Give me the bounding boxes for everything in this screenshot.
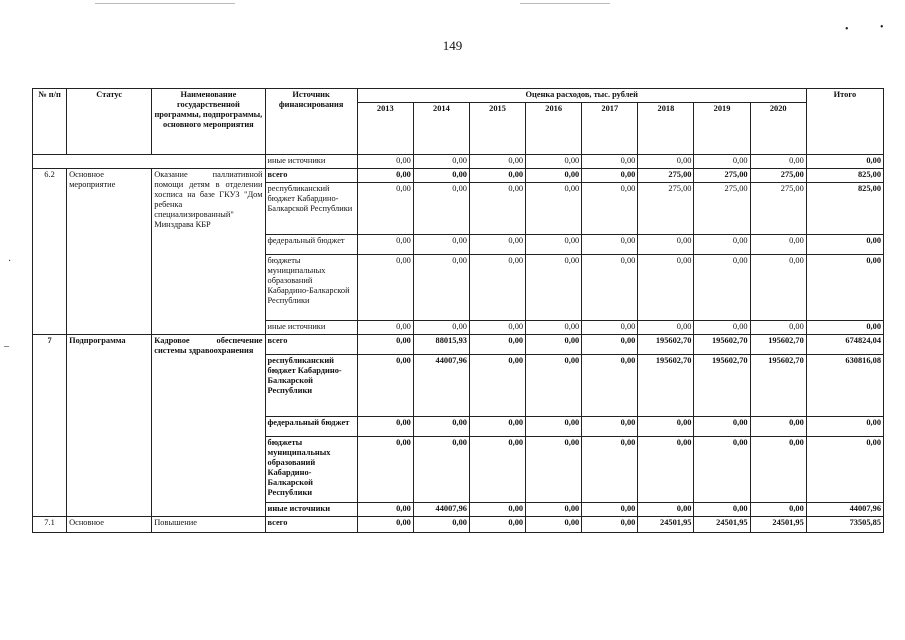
total-cell: 0,00 bbox=[806, 255, 883, 321]
value-cell: 195602,70 bbox=[694, 335, 750, 355]
header-year: 2019 bbox=[694, 103, 750, 155]
total-cell: 0,00 bbox=[806, 417, 883, 437]
row-index: 6.2 bbox=[33, 169, 67, 335]
value-cell: 0,00 bbox=[469, 355, 525, 417]
value-cell: 0,00 bbox=[638, 503, 694, 517]
value-cell: 0,00 bbox=[413, 235, 469, 255]
value-cell: 195602,70 bbox=[750, 335, 806, 355]
value-cell: 0,00 bbox=[413, 321, 469, 335]
header-source: Источник финансирования bbox=[265, 89, 357, 155]
scan-speck: – bbox=[4, 341, 9, 352]
total-cell: 674824,04 bbox=[806, 335, 883, 355]
value-cell: 0,00 bbox=[582, 355, 638, 417]
value-cell: 0,00 bbox=[357, 235, 413, 255]
value-cell: 275,00 bbox=[694, 169, 750, 183]
value-cell: 0,00 bbox=[469, 335, 525, 355]
value-cell: 0,00 bbox=[413, 169, 469, 183]
value-cell: 0,00 bbox=[357, 517, 413, 533]
row-index: 7 bbox=[33, 335, 67, 517]
value-cell: 195602,70 bbox=[638, 355, 694, 417]
header-name: Наименование государственной программы, подпрограммы, основного мероприятия bbox=[152, 89, 265, 155]
value-cell: 0,00 bbox=[750, 417, 806, 437]
value-cell: 0,00 bbox=[526, 517, 582, 533]
value-cell: 0,00 bbox=[469, 321, 525, 335]
source-cell: всего bbox=[265, 169, 357, 183]
table-row bbox=[33, 169, 884, 183]
source-cell: иные источники bbox=[265, 155, 357, 169]
header-year: 2013 bbox=[357, 103, 413, 155]
value-cell: 44007,96 bbox=[413, 355, 469, 417]
value-cell: 0,00 bbox=[582, 321, 638, 335]
total-cell: 73505,85 bbox=[806, 517, 883, 533]
source-cell: всего bbox=[265, 517, 357, 533]
value-cell: 0,00 bbox=[750, 235, 806, 255]
value-cell: 275,00 bbox=[750, 169, 806, 183]
scan-speck: · bbox=[8, 256, 12, 267]
value-cell: 0,00 bbox=[526, 503, 582, 517]
value-cell: 0,00 bbox=[694, 255, 750, 321]
value-cell: 0,00 bbox=[638, 321, 694, 335]
row-index: 7.1 bbox=[33, 517, 67, 533]
value-cell: 0,00 bbox=[582, 437, 638, 503]
value-cell: 0,00 bbox=[357, 255, 413, 321]
value-cell: 0,00 bbox=[582, 235, 638, 255]
header-year: 2018 bbox=[638, 103, 694, 155]
source-cell: иные источники bbox=[265, 321, 357, 335]
total-cell: 0,00 bbox=[806, 155, 883, 169]
table-body bbox=[33, 155, 884, 533]
value-cell: 0,00 bbox=[694, 503, 750, 517]
value-cell: 0,00 bbox=[469, 169, 525, 183]
source-cell: республиканский бюджет Кабардино-Балкарской Республики bbox=[265, 355, 357, 417]
total-cell: 44007,96 bbox=[806, 503, 883, 517]
value-cell: 0,00 bbox=[582, 417, 638, 437]
value-cell: 0,00 bbox=[694, 155, 750, 169]
total-cell: 0,00 bbox=[806, 235, 883, 255]
value-cell: 0,00 bbox=[357, 321, 413, 335]
row-name: Кадровое обеспечение системы здравоохранения bbox=[152, 335, 265, 517]
value-cell: 0,00 bbox=[694, 417, 750, 437]
value-cell: 0,00 bbox=[469, 503, 525, 517]
total-cell: 0,00 bbox=[806, 437, 883, 503]
value-cell: 0,00 bbox=[469, 437, 525, 503]
row-status: Подпрограмма bbox=[67, 335, 152, 517]
value-cell: 0,00 bbox=[413, 437, 469, 503]
value-cell: 88015,93 bbox=[413, 335, 469, 355]
header-year: 2015 bbox=[469, 103, 525, 155]
row-status: Основное мероприятие bbox=[67, 169, 152, 335]
total-cell: 825,00 bbox=[806, 169, 883, 183]
header-estimate: Оценка расходов, тыс. рублей bbox=[357, 89, 806, 103]
source-cell: иные источники bbox=[265, 503, 357, 517]
value-cell: 0,00 bbox=[638, 155, 694, 169]
value-cell: 0,00 bbox=[582, 169, 638, 183]
value-cell: 0,00 bbox=[469, 183, 525, 235]
value-cell: 0,00 bbox=[582, 503, 638, 517]
value-cell: 44007,96 bbox=[413, 503, 469, 517]
row-name: Оказание паллиативной помощи детям в отделении хосписа на базе ГКУЗ "Дом ребенка специализированный" Минздрава КБР bbox=[152, 169, 265, 335]
value-cell: 0,00 bbox=[413, 255, 469, 321]
value-cell: 0,00 bbox=[526, 335, 582, 355]
value-cell: 0,00 bbox=[413, 517, 469, 533]
value-cell: 195602,70 bbox=[750, 355, 806, 417]
value-cell: 0,00 bbox=[694, 235, 750, 255]
value-cell: 0,00 bbox=[750, 155, 806, 169]
row-status: Основное bbox=[67, 517, 152, 533]
value-cell: 0,00 bbox=[526, 255, 582, 321]
value-cell: 0,00 bbox=[469, 517, 525, 533]
header-index: № п/п bbox=[33, 89, 67, 155]
value-cell: 0,00 bbox=[582, 255, 638, 321]
value-cell: 275,00 bbox=[750, 183, 806, 235]
row-name: Повышение bbox=[152, 517, 265, 533]
table-row bbox=[33, 155, 884, 169]
value-cell: 0,00 bbox=[750, 437, 806, 503]
source-cell: республиканский бюджет Кабардино-Балкарской Республики bbox=[265, 183, 357, 235]
source-cell: федеральный бюджет bbox=[265, 417, 357, 437]
value-cell: 0,00 bbox=[357, 335, 413, 355]
value-cell: 0,00 bbox=[526, 183, 582, 235]
value-cell: 0,00 bbox=[357, 417, 413, 437]
value-cell: 0,00 bbox=[413, 417, 469, 437]
total-cell: 630816,08 bbox=[806, 355, 883, 417]
value-cell: 0,00 bbox=[413, 155, 469, 169]
value-cell: 24501,95 bbox=[638, 517, 694, 533]
budget-table bbox=[32, 88, 884, 533]
value-cell: 0,00 bbox=[413, 183, 469, 235]
value-cell: 0,00 bbox=[526, 321, 582, 335]
value-cell: 24501,95 bbox=[694, 517, 750, 533]
header-total: Итого bbox=[806, 89, 883, 155]
value-cell: 0,00 bbox=[638, 437, 694, 503]
source-cell: всего bbox=[265, 335, 357, 355]
source-cell: бюджеты муниципальных образований Кабардино-Балкарской Республики bbox=[265, 437, 357, 503]
value-cell: 0,00 bbox=[638, 255, 694, 321]
value-cell: 0,00 bbox=[357, 355, 413, 417]
scan-speck: • bbox=[880, 22, 884, 33]
table-row bbox=[33, 517, 884, 533]
value-cell: 195602,70 bbox=[694, 355, 750, 417]
value-cell: 195602,70 bbox=[638, 335, 694, 355]
page-number: 149 bbox=[442, 38, 463, 53]
value-cell: 0,00 bbox=[750, 503, 806, 517]
scan-artifact-line bbox=[95, 3, 235, 4]
header-status: Статус bbox=[67, 89, 152, 155]
value-cell: 0,00 bbox=[526, 155, 582, 169]
value-cell: 0,00 bbox=[469, 235, 525, 255]
source-cell: федеральный бюджет bbox=[265, 235, 357, 255]
value-cell: 0,00 bbox=[469, 417, 525, 437]
header-year: 2016 bbox=[526, 103, 582, 155]
header-year: 2020 bbox=[750, 103, 806, 155]
value-cell: 0,00 bbox=[750, 321, 806, 335]
value-cell: 0,00 bbox=[694, 321, 750, 335]
value-cell: 0,00 bbox=[357, 503, 413, 517]
value-cell: 275,00 bbox=[694, 183, 750, 235]
value-cell: 0,00 bbox=[750, 255, 806, 321]
value-cell: 0,00 bbox=[526, 169, 582, 183]
value-cell: 0,00 bbox=[469, 155, 525, 169]
value-cell: 275,00 bbox=[638, 169, 694, 183]
table-row bbox=[33, 335, 884, 355]
value-cell: 0,00 bbox=[357, 169, 413, 183]
value-cell: 0,00 bbox=[582, 183, 638, 235]
value-cell: 0,00 bbox=[357, 155, 413, 169]
value-cell: 0,00 bbox=[526, 417, 582, 437]
value-cell: 0,00 bbox=[694, 437, 750, 503]
value-cell: 0,00 bbox=[526, 235, 582, 255]
value-cell: 0,00 bbox=[582, 155, 638, 169]
value-cell: 0,00 bbox=[638, 417, 694, 437]
header-year: 2014 bbox=[413, 103, 469, 155]
value-cell: 0,00 bbox=[357, 437, 413, 503]
value-cell: 0,00 bbox=[582, 517, 638, 533]
scan-speck: • bbox=[845, 24, 849, 35]
value-cell: 0,00 bbox=[469, 255, 525, 321]
total-cell: 0,00 bbox=[806, 321, 883, 335]
scan-artifact-line bbox=[520, 3, 610, 4]
source-cell: бюджеты муниципальных образований Кабардино-Балкарской Республики bbox=[265, 255, 357, 321]
value-cell: 0,00 bbox=[582, 335, 638, 355]
value-cell: 0,00 bbox=[638, 235, 694, 255]
total-cell: 825,00 bbox=[806, 183, 883, 235]
value-cell: 0,00 bbox=[357, 183, 413, 235]
value-cell: 24501,95 bbox=[750, 517, 806, 533]
value-cell: 0,00 bbox=[526, 355, 582, 417]
value-cell: 0,00 bbox=[526, 437, 582, 503]
empty-cell bbox=[33, 155, 266, 169]
value-cell: 275,00 bbox=[638, 183, 694, 235]
header-year: 2017 bbox=[582, 103, 638, 155]
